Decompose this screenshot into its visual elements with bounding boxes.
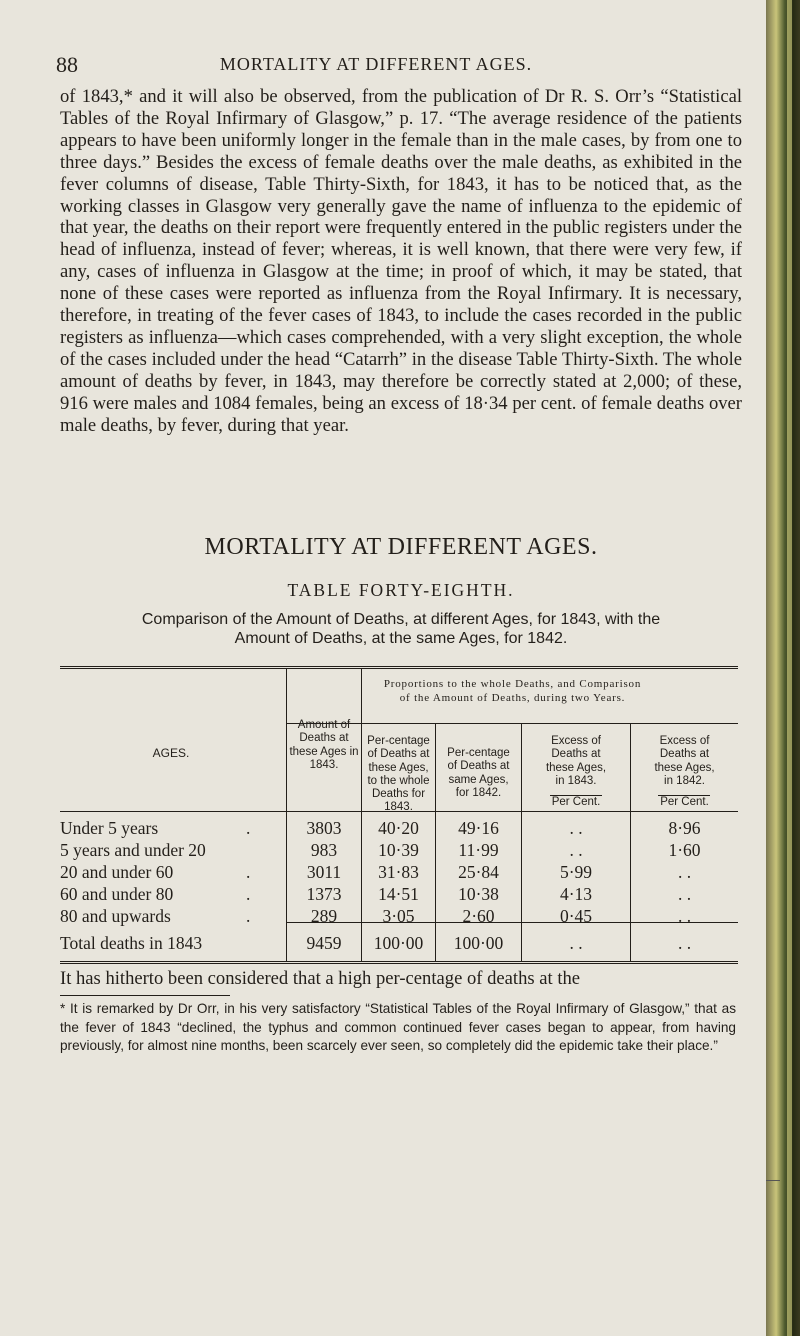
amount-cell: 289 xyxy=(310,906,338,926)
total-pct-1843-cell: 100·00 xyxy=(373,933,424,953)
column-header-pct-1842 xyxy=(436,747,521,800)
table-row xyxy=(60,839,738,861)
header-line: in 1843. xyxy=(555,774,597,787)
leader-dot: . xyxy=(246,862,251,882)
age-label: 60 and under 80 xyxy=(60,884,174,904)
table-row xyxy=(60,817,738,839)
total-label: Total deaths in 1843 xyxy=(60,933,203,953)
column-header-amount xyxy=(286,719,362,772)
header-line: 1843. xyxy=(309,758,339,771)
running-head xyxy=(56,52,696,82)
running-title: MORTALITY AT DIFFERENT AGES. xyxy=(219,54,533,74)
margin-mark xyxy=(766,1180,780,1181)
header-line: of Deaths at xyxy=(447,760,510,773)
age-label: 20 and under 60 xyxy=(60,862,174,882)
header-line: these Ages in xyxy=(289,745,359,758)
header-line: Excess of xyxy=(551,735,601,747)
pct-1843-cell: 31·83 xyxy=(378,862,419,882)
header-line: of Deaths at xyxy=(367,748,430,761)
header-line: Deaths at xyxy=(659,748,710,761)
excess-1843-cell: 5·99 xyxy=(559,862,593,882)
table-row xyxy=(60,905,738,927)
excess-1842-cell: . . xyxy=(677,906,692,926)
total-excess-1843-cell: . . xyxy=(569,933,583,953)
header-line: same Ages, xyxy=(448,773,509,786)
pct-1842-cell: 11·99 xyxy=(458,840,499,860)
header-line: these Ages, xyxy=(654,761,715,774)
header-line: Per-centage xyxy=(447,747,510,759)
leader-dot: . xyxy=(246,884,251,904)
header-line: for 1842. xyxy=(455,786,502,799)
header-line: Per-centage xyxy=(367,735,430,747)
footnote: * It is remarked by Dr Orr, in his very satisfactory “Statistical Tables of the Royal Infirmary of Glasgow,” that as the fever of 1843 “declined, the typhus and common continued fever cases began to appear, from having previously, for almost nine months, been scarcely ever seen, so completely did the epidemic take their place.” xyxy=(60,1001,736,1054)
column-header-ages: AGES. xyxy=(152,746,190,760)
amount-cell: 3011 xyxy=(306,862,342,882)
header-line: in 1842. xyxy=(664,774,705,787)
header-line: Excess of xyxy=(659,735,710,747)
leader-dot: . xyxy=(246,818,251,838)
age-cell xyxy=(60,905,286,927)
table-title: TABLE FORTY-EIGHTH. xyxy=(287,580,515,600)
excess-1843-cell: 4·13 xyxy=(559,884,593,904)
header-line: 1843. xyxy=(384,801,413,814)
amount-cell: 3803 xyxy=(306,818,342,838)
pct-1842-cell: 10·38 xyxy=(458,884,499,904)
table-total-row xyxy=(60,932,738,954)
group-header xyxy=(287,677,738,705)
column-header-pct-1843 xyxy=(362,735,435,815)
age-cell xyxy=(60,883,286,905)
column-header-excess-1842 xyxy=(631,735,738,788)
body-paragraph: of 1843,* and it will also be observed, from the publication of Dr R. S. Orr’s “Statistical Tables of the Royal Infirmary of Glasgow,” p. 17. “The average residence of the patients appears to have been uniformly longer in the female than in the male cases, by from one to three days.” Besides the excess of female deaths over the male deaths, as exhibited in the fever columns of disease, Table Thirty-Sixth, for 1843, it has to be noticed that, as the working classes in Glasgow very generally gave the name of influenza to the epidemic of that year, the deaths on their report were frequently entered in the public registers under the head of influenza, instead of fever; whereas, it is well known, that there were very few, if any, cases of influenza in Glasgow at the time; in proof of which, it may be stated, that none of these cases were reported as influenza from the Royal Infirmary. It is necessary, therefore, in treating of the fever cases of 1843, to include the cases recorded in the public registers as influenza—which cases comprehended, with a very slight exception, the whole of the cases included under the head “Catarrh” in the disease Table Thirty-Sixth. The whole amount of deaths by fever, in 1843, may therefore be correctly stated at 2,000; of these, 916 were males and 1084 females, being an excess of 18·34 per cent. of female deaths over male deaths, by fever, during that year. xyxy=(60,86,742,436)
table-row xyxy=(60,883,738,905)
unit-label-excess-1842: Per Cent. xyxy=(660,796,709,808)
age-label: Under 5 years xyxy=(60,818,159,838)
pct-1843-cell: 14·51 xyxy=(378,884,419,904)
pct-1842-cell: 49·16 xyxy=(458,818,499,838)
age-label: 80 and upwards xyxy=(60,906,171,926)
header-line: these Ages, xyxy=(368,761,429,774)
column-header-excess-1843 xyxy=(522,735,630,788)
header-line: Amount of xyxy=(297,719,351,731)
excess-1842-cell: . . xyxy=(677,862,692,882)
amount-cell: 1373 xyxy=(306,884,342,904)
header-line: to the whole xyxy=(367,774,430,787)
excess-1843-cell: . . xyxy=(569,818,583,838)
total-amount-cell: 9459 xyxy=(306,933,342,953)
pct-1842-cell: 25·84 xyxy=(458,862,499,882)
excess-1843-cell: 0·45 xyxy=(559,906,593,926)
pct-1843-cell: 40·20 xyxy=(378,818,419,838)
table-caption-line: Amount of Deaths, at the same Ages, for 1842. xyxy=(234,630,568,647)
table-caption xyxy=(60,610,742,648)
book-edge xyxy=(766,0,800,1336)
header-line: Deaths for xyxy=(371,788,426,801)
table-caption-line: Comparison of the Amount of Deaths, at different Ages, for 1843, with the xyxy=(141,611,661,628)
excess-1842-cell: . . xyxy=(677,884,692,904)
header-line: these Ages, xyxy=(545,761,607,774)
header-line: Deaths at xyxy=(551,748,601,761)
header-line: Deaths at xyxy=(299,732,349,745)
mortality-table xyxy=(60,666,738,964)
book-edge-highlight xyxy=(787,0,792,1336)
pct-1843-cell: 10·39 xyxy=(378,840,419,860)
table-row xyxy=(60,861,738,883)
section-title: MORTALITY AT DIFFERENT AGES. xyxy=(204,534,598,560)
excess-1843-cell: . . xyxy=(569,840,583,860)
excess-1842-cell: 8·96 xyxy=(668,818,701,838)
page-number: 88 xyxy=(56,52,78,77)
total-pct-1842-cell: 100·00 xyxy=(453,933,504,953)
unit-label-excess-1843: Per Cent. xyxy=(551,796,601,808)
pct-1842-cell: 2·60 xyxy=(462,906,495,926)
group-header-line: of the Amount of Deaths, during two Years. xyxy=(399,692,626,704)
age-cell xyxy=(60,861,286,883)
age-label: 5 years and under 20 xyxy=(60,840,206,860)
age-cell xyxy=(60,839,286,861)
age-cell xyxy=(60,817,286,839)
leader-dot: . xyxy=(246,906,251,926)
amount-cell: 983 xyxy=(310,840,338,860)
excess-1842-cell: 1·60 xyxy=(668,840,701,860)
total-excess-1842-cell: . . xyxy=(677,933,692,953)
group-header-line: Proportions to the whole Deaths, and Comparison xyxy=(383,678,642,690)
pct-1843-cell: 3·05 xyxy=(382,906,415,926)
footnote-rule xyxy=(60,995,230,996)
trailing-paragraph: It has hitherto been considered that a high per-centage of deaths at the xyxy=(60,968,581,989)
